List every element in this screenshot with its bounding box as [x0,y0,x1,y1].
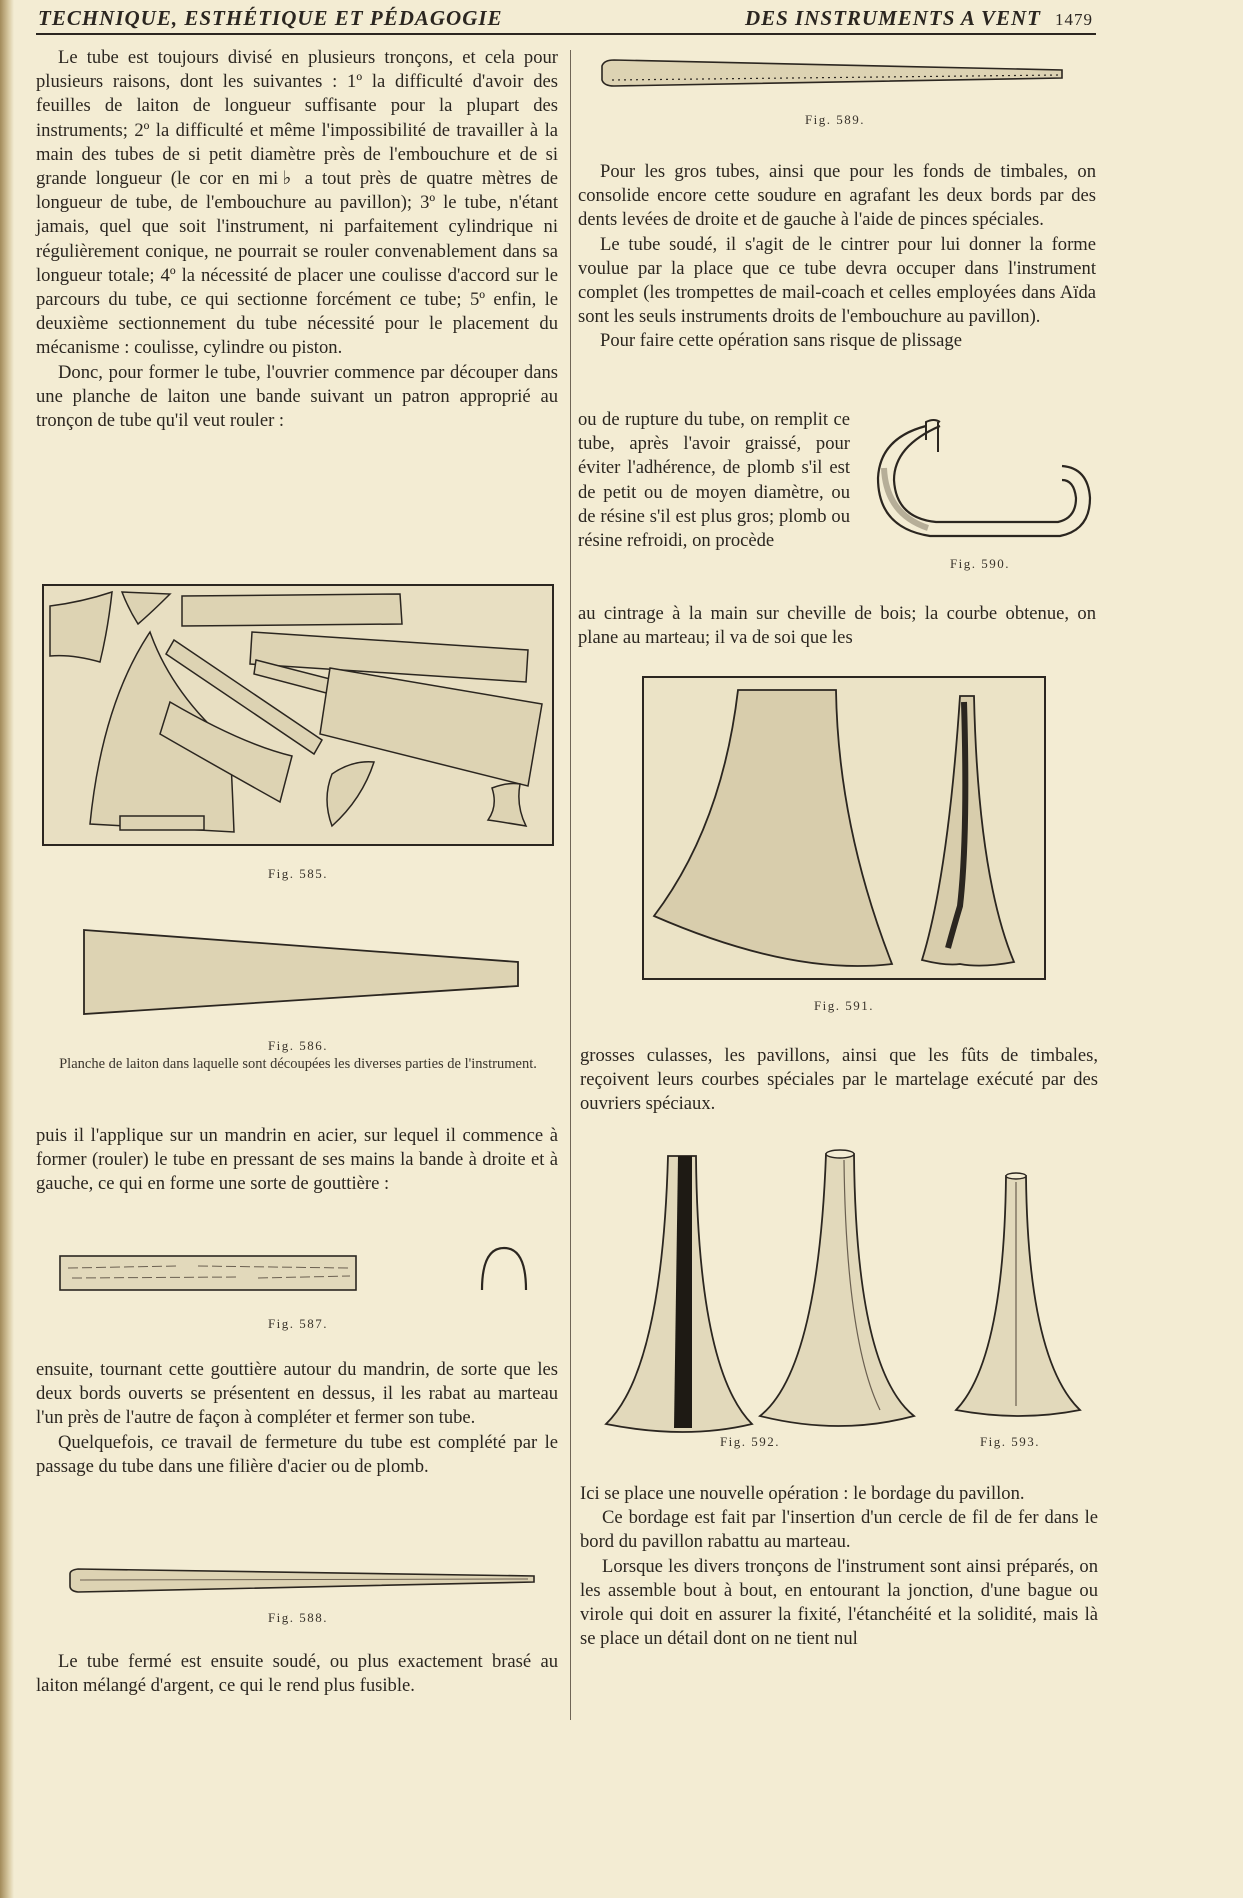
figure-593-label: Fig. 593. [979,1434,1041,1449]
paragraph: grosses culasses, les pavillons, ainsi que les fûts de timbales, reçoivent leurs courbes spéciales par le martelage exécuté par des ouvriers spéciaux. [580,1045,1098,1115]
header-right-group [745,6,1093,31]
figure-586-tapered-strip [82,928,522,1018]
figure-590-bent-tube [870,418,1096,550]
figure-587-label: Fig. 587. [267,1316,329,1331]
paragraph: Pour les gros tubes, ainsi que pour les fonds de timbales, on consolide encore cette soudure en agrafant les deux bords par des dents levées de droite et de gauche à l'aide de pinces spéciales. [578,161,1096,231]
figure-590-label: Fig. 590. [949,556,1011,571]
figure-588-closed-tube [68,1566,538,1596]
right-column-top [578,160,1096,354]
paragraph: Lorsque les divers tronçons de l'instrument sont ainsi préparés, on les assemble bout à bout, en entourant la jonction, d'une bague ou virole qui doit en assurer la fixité, l'étanchéité et la solidité, mais là se place un détail dont on ne tient nul [580,1555,1098,1650]
paragraph: Le tube soudé, il s'agit de le cintrer pour lui donner la forme voulue par la place que ce tube devra occuper dans l'instrument complet (les trompettes de mail-coach et celles employées dans Aïda sont les seuls instruments droits de l'embouchure au pavillon). [578,233,1096,328]
left-column-lower [36,1358,558,1479]
figure-585-label: Fig. 585. [267,866,329,881]
figure-586-label: Fig. 586. [267,1038,329,1053]
figure-593-bell [950,1170,1090,1418]
figure-589-soldered-tube [600,58,1066,92]
left-column-bottom [36,1650,558,1698]
right-column-bottom [580,1482,1098,1651]
paragraph: Le tube fermé est ensuite soudé, ou plus exactement brasé au laiton mélangé d'argent, ce qui le rend plus fusible. [36,1651,558,1697]
header-right-title: DES INSTRUMENTS A VENT [744,6,1041,30]
paragraph: Ici se place une nouvelle opération : le bordage du pavillon. [580,1483,1025,1504]
figure-591-bell-pattern [642,676,1046,980]
left-column-top [36,46,558,433]
column-divider [570,50,571,1720]
page-number: 1479 [1055,10,1093,29]
header-left-title: TECHNIQUE, ESTHÉTIQUE ET PÉDAGOGIE [38,6,503,30]
figure-585-brass-sheet [42,584,554,846]
figure-587-gutter [58,1244,538,1304]
left-column-mid [36,1124,558,1197]
right-column-after-wrap [578,602,1096,650]
paragraph: puis il l'applique sur un mandrin en acier, sur lequel il commence à former (rouler) le tube en pressant de ses mains la bande à droite et à gauche, ce qui en forme une sorte de gouttière : [36,1125,558,1195]
figure-586-caption: Planche de laiton dans laquelle sont découpées les diverses parties de l'instrument. [59,1056,537,1072]
paragraph: Ce bordage est fait par l'insertion d'un cercle de fil de fer dans le bord du pavillon rabattu au marteau. [580,1507,1098,1553]
running-header [38,6,1093,34]
figure-592-bells [600,1140,920,1440]
paragraph: Donc, pour former le tube, l'ouvrier commence par découper dans une planche de laiton une bande suivant un patron approprié au tronçon de tube qu'il veut rouler : [36,361,558,432]
paragraph-wrapped-around-figure: ou de rupture du tube, on remplit ce tube, après l'avoir graissé, pour éviter l'adhérence, de plomb s'il est de petit ou de moyen diamètre, ou de résine s'il est plus gros; plomb ou résine refroidi, on procède [578,409,850,552]
paragraph: Quelquefois, ce travail de fermeture du tube est complété par le passage du tube dans une filière d'acier ou de plomb. [36,1431,558,1477]
figure-589-label: Fig. 589. [804,112,866,127]
figure-591-label: Fig. 591. [813,998,875,1013]
book-spine-shadow [0,0,14,1898]
figure-592-label: Fig. 592. [719,1434,781,1449]
paragraph: Le tube est toujours divisé en plusieurs tronçons, et cela pour plusieurs raisons, dont les suivantes : 1º la difficulté d'avoir des feuilles de laiton de longueur suffisante pour la plupart des instruments; 2º la difficulté et même l'impossibilité de travailler à la main des tubes de si petit diamètre près de l'embouchure et de si grande longueur (le cor en mi♭ a tout près de quatre mètres de longueur de tube, de l'embouchure au pavillon); 3º le tube, n'étant jamais, quel que soit l'instrument, ni parfaitement cylindrique ni régulièrement conique, ne pourrait se rouler convenablement dans sa longueur totale; 4º la nécessité de placer une coulisse d'accord sur le parcours du tube, ce qui sectionne forcément ce tube; 5º enfin, le deuxième sectionnement du tube nécessité pour le placement du mécanisme : coulisse, cylindre ou piston. [36,47,558,359]
header-rule [36,33,1096,35]
paragraph: ensuite, tournant cette gouttière autour du mandrin, de sorte que les deux bords ouverts se présentent en dessus, il les rabat au marteau l'un près de l'autre de façon à compléter et fermer son tube. [36,1359,558,1429]
paragraph: Pour faire cette opération sans risque de plissage [600,330,962,352]
figure-588-label: Fig. 588. [267,1610,329,1625]
paragraph: au cintrage à la main sur cheville de bois; la courbe obtenue, on plane au marteau; il va de soi que les [578,603,1096,649]
right-column-mid [580,1044,1098,1117]
